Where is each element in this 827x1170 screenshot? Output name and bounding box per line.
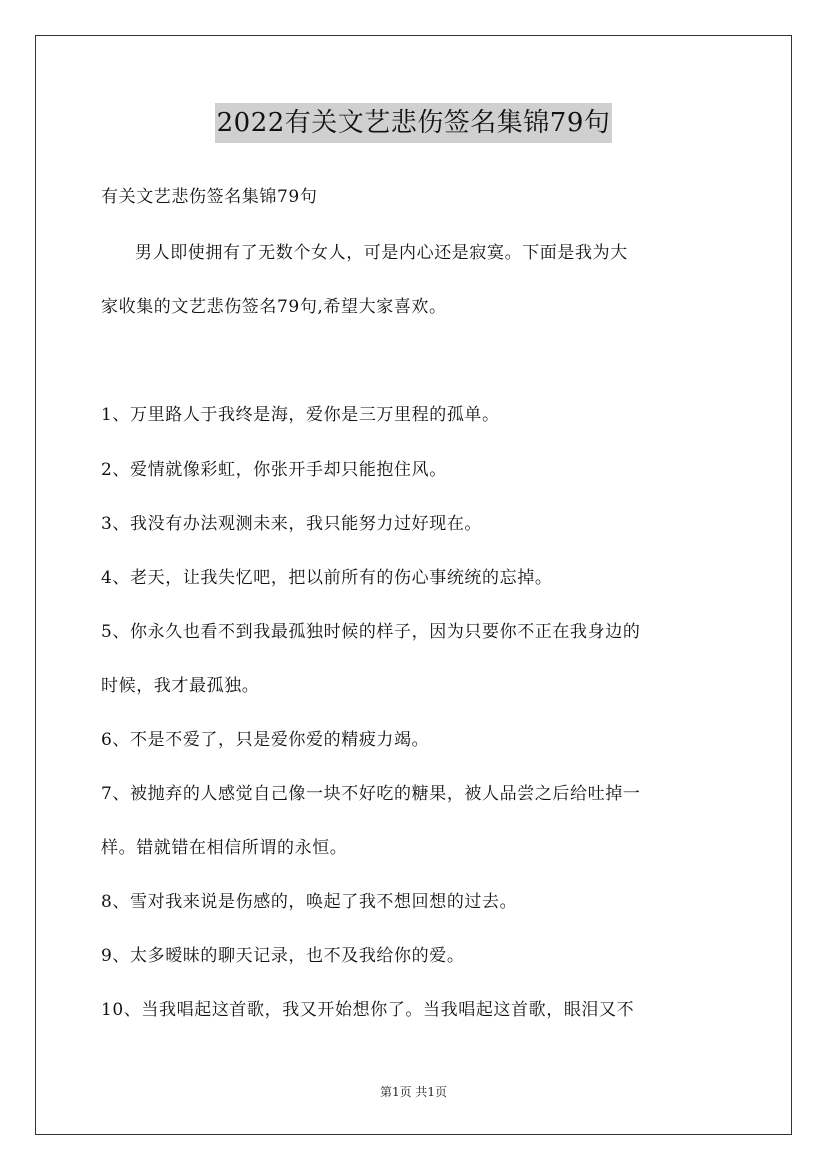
list-item: 2、爱情就像彩虹，你张开手却只能抱住风。 [101, 460, 447, 480]
document-subtitle: 有关文艺悲伤签名集锦79句 [101, 187, 318, 207]
list-item: 时候，我才最孤独。 [101, 676, 260, 696]
list-item: 9、太多暧昧的聊天记录，也不及我给你的爱。 [101, 946, 465, 966]
list-item: 4、老天，让我失忆吧，把以前所有的伤心事统统的忘掉。 [101, 568, 553, 588]
document-title: 2022有关文艺悲伤签名集锦79句 [215, 103, 613, 143]
list-item: 10、当我唱起这首歌，我又开始想你了。当我唱起这首歌，眼泪又不 [101, 1000, 635, 1020]
list-item: 8、雪对我来说是伤感的，唤起了我不想回想的过去。 [101, 892, 518, 912]
page-footer: 第1页 共1页 [379, 1085, 448, 1099]
list-item: 7、被抛弃的人感觉自己像一块不好吃的糖果，被人品尝之后给吐掉一 [101, 784, 641, 804]
list-item: 3、我没有办法观测未来，我只能努力过好现在。 [101, 514, 483, 534]
list-item: 1、万里路人于我终是海，爱你是三万里程的孤单。 [101, 405, 500, 425]
intro-line: 男人即使拥有了无数个女人，可是内心还是寂寞。下面是我为大 [135, 243, 628, 263]
intro-line: 家收集的文艺悲伤签名79句,希望大家喜欢。 [101, 297, 447, 317]
list-item: 样。错就错在相信所谓的永恒。 [101, 838, 348, 858]
list-item: 6、不是不爱了，只是爱你爱的精疲力竭。 [101, 730, 430, 750]
title-container [0, 103, 827, 143]
list-item: 5、你永久也看不到我最孤独时候的样子，因为只要你不正在我身边的 [101, 622, 641, 642]
